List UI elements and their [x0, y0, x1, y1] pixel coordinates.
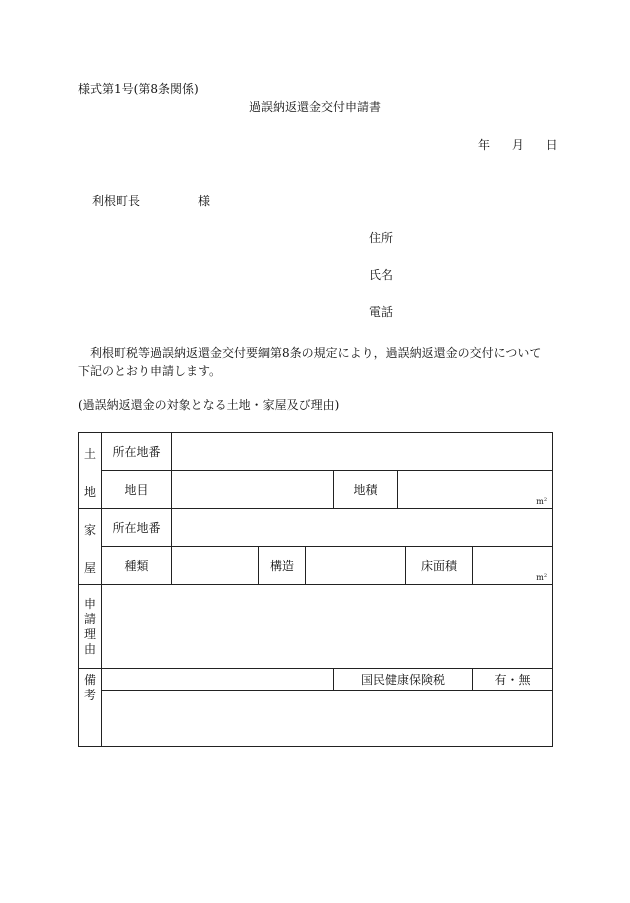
house-floor-area-label: 床面積	[406, 547, 473, 585]
section-caption: (過誤納返還金の対象となる土地・家屋及び理由)	[78, 398, 340, 412]
reason-label-char: 申	[83, 596, 96, 611]
house-label-top: 家	[83, 523, 96, 537]
land-category-field[interactable]	[172, 471, 334, 509]
house-structure-field[interactable]	[306, 547, 406, 585]
nhi-tax-choice[interactable]: 有・無	[473, 669, 553, 691]
land-category-label: 地目	[102, 471, 172, 509]
remarks-label-char: 考	[83, 688, 96, 702]
house-detail-row	[79, 547, 553, 585]
applicant-address-label: 住所	[369, 231, 394, 245]
reason-field[interactable]	[102, 585, 553, 669]
floor-area-unit: $m^2$	[536, 573, 548, 582]
house-kind-field[interactable]	[172, 547, 259, 585]
addressee	[92, 194, 210, 208]
applicant-name-label: 氏名	[369, 268, 394, 282]
house-label-bottom: 屋	[83, 561, 96, 575]
remarks-label	[79, 669, 102, 747]
application-statement: 利根町税等過誤納返還金交付要綱第8条の規定により，過誤納返還金の交付について下記のとおり申請します。	[78, 346, 542, 378]
house-kind-label: 種類	[102, 547, 172, 585]
land-area-label: 地積	[334, 471, 398, 509]
form-number: 様式第1号(第8条関係)	[78, 82, 199, 96]
remarks-row	[79, 691, 553, 747]
land-area-field[interactable]	[398, 471, 553, 509]
land-section-label	[79, 433, 102, 509]
land-label-top: 土	[83, 447, 96, 461]
remarks-label-char: 備	[83, 673, 96, 687]
house-location-label: 所在地番	[102, 509, 172, 547]
application-form-table	[78, 432, 553, 747]
remarks-field[interactable]	[102, 691, 553, 747]
house-floor-area-field[interactable]	[473, 547, 553, 585]
land-location-row	[79, 433, 553, 471]
land-area-unit: $m^2$	[536, 497, 548, 506]
date-line: 年 月 日	[478, 138, 558, 152]
remarks-field-top[interactable]	[102, 669, 334, 691]
document-title: 過誤納返還金交付申請書	[248, 100, 381, 114]
reason-label-char: 理	[83, 626, 96, 641]
remarks-tax-row	[79, 669, 553, 691]
reason-label-char: 請	[83, 611, 96, 626]
reason-row	[79, 585, 553, 669]
land-location-label: 所在地番	[102, 433, 172, 471]
house-location-field[interactable]	[172, 509, 553, 547]
addressee-name: 利根町長	[92, 194, 141, 208]
house-structure-label: 構造	[259, 547, 306, 585]
land-location-field[interactable]	[172, 433, 553, 471]
house-section-label	[79, 509, 102, 585]
land-label-bottom: 地	[83, 485, 96, 499]
house-location-row	[79, 509, 553, 547]
applicant-phone-label: 電話	[369, 305, 394, 319]
addressee-honorific: 様	[198, 194, 211, 208]
nhi-tax-label: 国民健康保険税	[334, 669, 473, 691]
reason-label-char: 由	[83, 641, 96, 656]
reason-label	[79, 585, 102, 669]
land-detail-row	[79, 471, 553, 509]
